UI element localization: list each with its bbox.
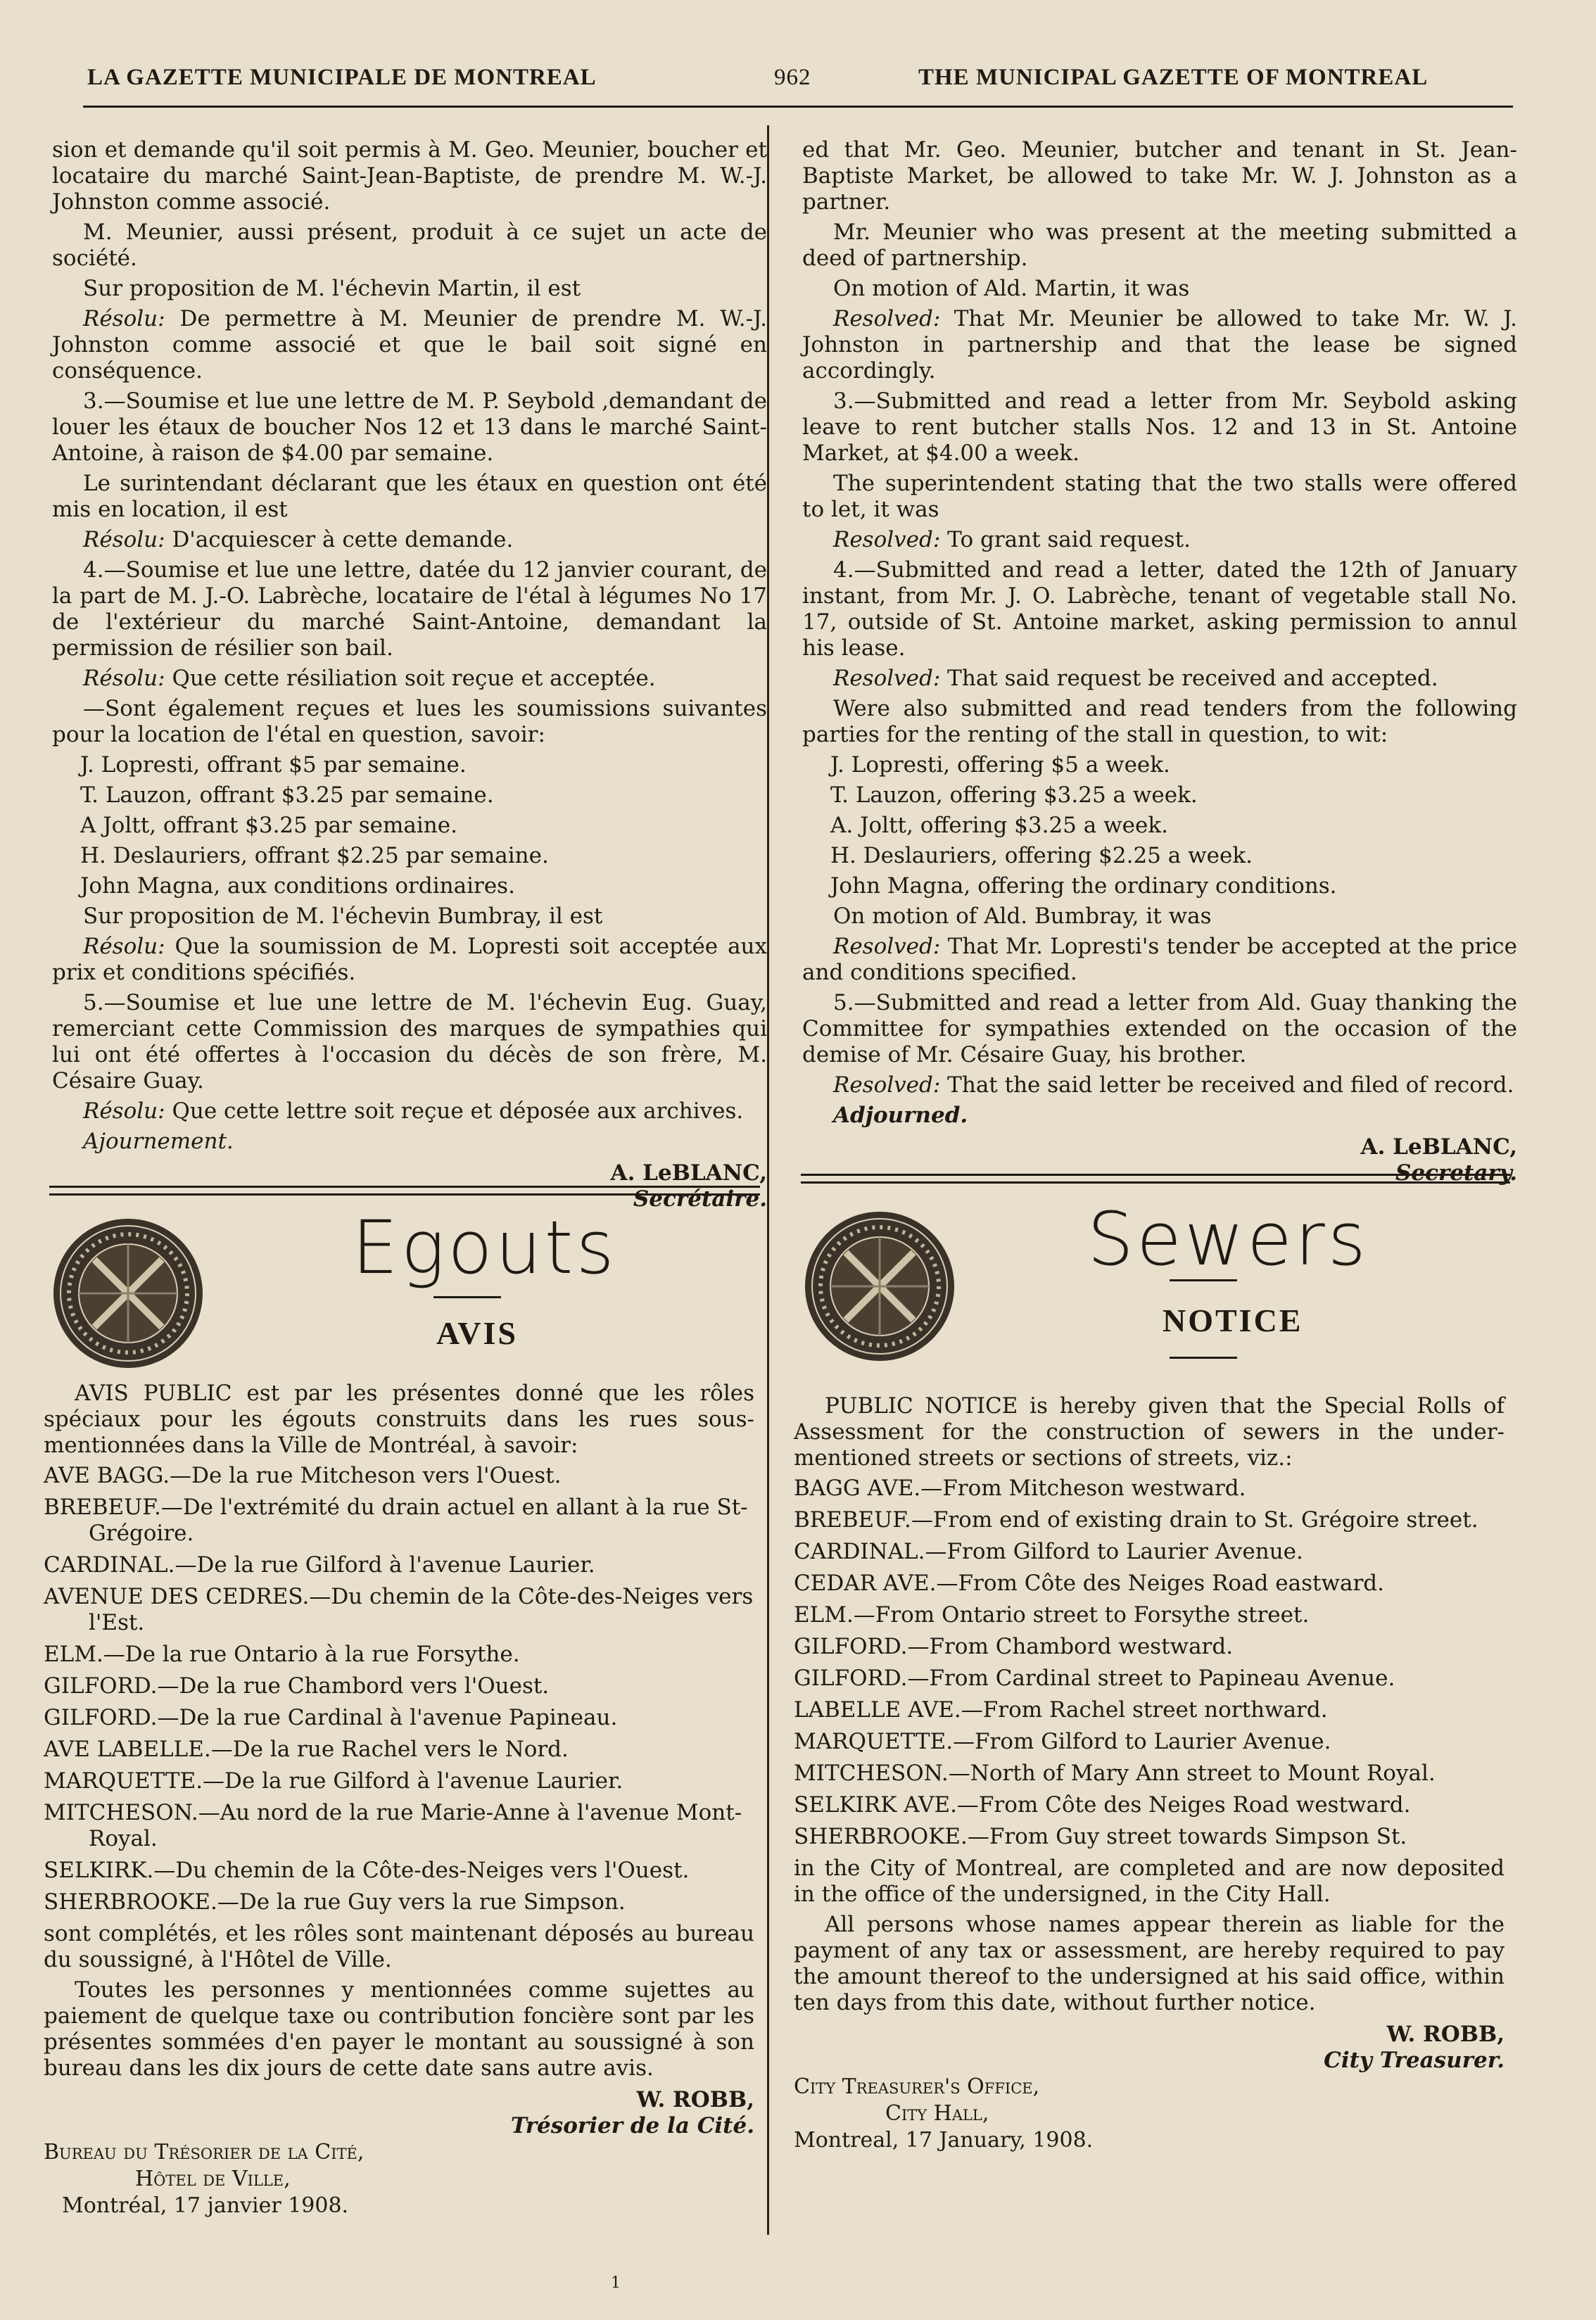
paragraph: On motion of Ald. Bumbray, it was bbox=[833, 904, 1212, 929]
list-item: T. Lauzon, offering $3.25 a week. bbox=[830, 782, 1198, 808]
resolution-label: Resolved: bbox=[833, 527, 941, 552]
notice-title: Sewers bbox=[1087, 1196, 1369, 1282]
resolution-text: That the said letter be received and filed of record. bbox=[940, 1072, 1514, 1098]
resolution bbox=[802, 1072, 1517, 1098]
list-item: SELKIRK AVE.—From Côte des Neiges Road westward. bbox=[794, 1792, 1411, 1818]
resolution-text: Que cette résiliation soit reçue et acceptée. bbox=[165, 666, 656, 691]
office-line: City Treasurer's Office, bbox=[794, 2074, 1040, 2099]
notice-date: Montreal, 17 January, 1908. bbox=[794, 2128, 1094, 2153]
list-item: SELKIRK.—Du chemin de la Côte-des-Neiges vers l'Ouest. bbox=[44, 1858, 690, 1883]
list-item: J. Lopresti, offering $5 a week. bbox=[830, 752, 1170, 778]
paragraph: The superintendent stating that the two stalls were offered to let, it was bbox=[802, 471, 1517, 522]
resolution bbox=[802, 306, 1517, 384]
resolution bbox=[52, 666, 767, 692]
list-item: AVENUE DES CEDRES.—Du chemin de la Côte-des-Neiges vers l'Est. bbox=[44, 1584, 754, 1635]
signature bbox=[794, 2022, 1505, 2074]
list-item: MARQUETTE.—From Gilford to Laurier Avenue. bbox=[794, 1729, 1331, 1754]
paragraph: Were also submitted and read tenders from the following parties for the renting of the stall in question, to wit: bbox=[802, 696, 1517, 747]
header-left: LA GAZETTE MUNICIPALE DE MONTREAL bbox=[87, 65, 597, 90]
resolution bbox=[802, 527, 1517, 553]
paragraph: Le surintendant déclarant que les étaux en question ont été mis en location, il est bbox=[52, 471, 767, 522]
paragraph: Mr. Meunier who was present at the meeting submitted a deed of partnership. bbox=[802, 220, 1517, 271]
signature-title: Trésorier de la Cité. bbox=[510, 2113, 754, 2138]
list-item: GILFORD.—From Chambord westward. bbox=[794, 1634, 1234, 1659]
list-item: AVE LABELLE.—De la rue Rachel vers le Nord. bbox=[44, 1737, 569, 1762]
list-item: BREBEUF.—De l'extrémité du drain actuel en allant à la rue St-Grégoire. bbox=[44, 1495, 748, 1546]
list-item: MITCHESON.—Au nord de la rue Marie-Anne à l'avenue Mont-Royal. bbox=[44, 1800, 742, 1851]
title-rule bbox=[1170, 1357, 1237, 1359]
office-line: Bureau du Trésorier de la Cité, bbox=[44, 2140, 365, 2164]
resolution-label: Résolu: bbox=[83, 527, 165, 552]
notice-title: Egouts bbox=[352, 1205, 617, 1291]
office-address bbox=[44, 2139, 754, 2219]
title-rule bbox=[433, 1296, 501, 1298]
resolution-text: That said request be received and accepted. bbox=[940, 666, 1438, 691]
resolution bbox=[52, 1098, 767, 1124]
signature-name: W. ROBB, bbox=[1386, 2022, 1505, 2047]
list-item: CARDINAL.—De la rue Gilford à l'avenue Laurier. bbox=[44, 1552, 595, 1578]
paragraph: —Sont également reçues et lues les soumissions suivantes pour la location de l'étal en question, savoir: bbox=[52, 696, 767, 747]
resolution bbox=[802, 934, 1517, 986]
city-seal-icon bbox=[51, 1216, 205, 1371]
resolution-label: Résolu: bbox=[83, 1098, 165, 1124]
street-list bbox=[794, 1476, 1505, 1850]
list-item: SHERBROOKE.—From Guy street towards Simpson St. bbox=[794, 1824, 1407, 1849]
list-item: ELM.—From Ontario street to Forsythe street. bbox=[794, 1602, 1310, 1628]
list-item: T. Lauzon, offrant $3.25 par semaine. bbox=[80, 782, 494, 808]
egouts-notice bbox=[44, 1381, 754, 2219]
tender-list bbox=[52, 752, 767, 899]
header-rule bbox=[83, 106, 1513, 108]
paragraph: 3.—Soumise et lue une lettre de M. P. Seybold ,demandant de louer les étaux de boucher Nos 12 et 13 dans le marché Saint-Antoine, à raison de $4.00 par semaine. bbox=[52, 388, 767, 466]
resolution bbox=[52, 934, 767, 986]
list-item: SHERBROOKE.—De la rue Guy vers la rue Simpson. bbox=[44, 1889, 626, 1915]
list-item: John Magna, aux conditions ordinaires. bbox=[80, 873, 515, 899]
list-item: LABELLE AVE.—From Rachel street northward. bbox=[794, 1697, 1328, 1723]
resolution-label: Résolu: bbox=[83, 306, 165, 331]
notice-subtitle: AVIS bbox=[436, 1315, 518, 1351]
office-address bbox=[794, 2074, 1505, 2154]
list-item: MITCHESON.—North of Mary Ann street to Mount Royal. bbox=[794, 1761, 1436, 1786]
resolution-label: Resolved: bbox=[833, 1072, 941, 1098]
street-list bbox=[44, 1463, 754, 1915]
signature-name: A. LeBLANC, bbox=[610, 1160, 767, 1186]
paragraph: in the City of Montreal, are completed and are now deposited in the office of the undersigned, in the City Hall. bbox=[794, 1856, 1505, 1907]
city-seal-icon bbox=[802, 1209, 957, 1364]
resolution-text: That Mr. Meunier be allowed to take Mr. W. J. Johnston in partnership and that the lease be signed accordingly. bbox=[802, 306, 1517, 384]
english-minutes bbox=[802, 137, 1517, 1186]
list-item: BAGG AVE.—From Mitcheson westward. bbox=[794, 1476, 1246, 1501]
list-item: CARDINAL.—From Gilford to Laurier Avenue. bbox=[794, 1539, 1303, 1564]
paragraph: 5.—Soumise et lue une lettre de M. l'échevin Eug. Guay, remerciant cette Commission des marques de sympathies qui lui ont été offertes à l'occasion du décès de son frère, M. Césaire Guay. bbox=[52, 990, 767, 1094]
list-item: CEDAR AVE.—From Côte des Neiges Road eastward. bbox=[794, 1571, 1384, 1596]
signature-title: Secretary. bbox=[1395, 1160, 1517, 1186]
list-item: GILFORD.—From Cardinal street to Papineau Avenue. bbox=[794, 1666, 1395, 1691]
notice-date: Montréal, 17 janvier 1908. bbox=[62, 2193, 349, 2218]
list-item: John Magna, offering the ordinary conditions. bbox=[830, 873, 1337, 899]
paragraph: All persons whose names appear therein as liable for the payment of any tax or assessment, are hereby required to pay the amount thereof to the undersigned at his said office, within ten days from this date, without further notice. bbox=[794, 1912, 1505, 2015]
resolution-text: De permettre à M. Meunier de prendre M. W.-J. Johnston comme associé et que le bail soit signé en conséquence. bbox=[52, 306, 767, 384]
sewers-notice bbox=[794, 1393, 1505, 2154]
page-number: 962 bbox=[774, 65, 811, 90]
signature bbox=[44, 2087, 754, 2139]
adjournment: Ajournement. bbox=[83, 1129, 234, 1154]
resolution-label: Resolved: bbox=[833, 666, 941, 691]
paragraph: 5.—Submitted and read a letter from Ald. Guay thanking the Committee for sympathies extended on the occasion of the demise of Mr. Césaire Guay, his brother. bbox=[802, 990, 1517, 1067]
resolution-label: Résolu: bbox=[83, 934, 165, 959]
office-line: City Hall, bbox=[885, 2101, 989, 2126]
list-item: AVE BAGG.—De la rue Mitcheson vers l'Ouest. bbox=[44, 1463, 562, 1488]
title-rule bbox=[1170, 1279, 1237, 1281]
list-item: GILFORD.—De la rue Chambord vers l'Ouest. bbox=[44, 1673, 550, 1699]
adjournment: Adjourned. bbox=[833, 1103, 968, 1128]
signature-name: A. LeBLANC, bbox=[1360, 1134, 1517, 1160]
notice-intro: AVIS PUBLIC est par les présentes donné que les rôles spéciaux pour les égouts construits dans les rues sous-mentionnées dans la Ville de Montréal, à savoir: bbox=[44, 1381, 754, 1458]
signature-name: W. ROBB, bbox=[636, 2087, 754, 2112]
resolution bbox=[52, 306, 767, 384]
list-item: H. Deslauriers, offering $2.25 a week. bbox=[830, 843, 1253, 868]
signature-title: Secrétaire. bbox=[633, 1186, 767, 1212]
paragraph: 4.—Soumise et lue une lettre, datée du 12 janvier courant, de la part de M. J.-O. Labrèche, locataire de l'étal à légumes No 17 de l'extérieur du marché Saint-Antoine, demandant la permission de résilier son bail. bbox=[52, 557, 767, 661]
list-item: ELM.—De la rue Ontario à la rue Forsythe. bbox=[44, 1642, 520, 1667]
resolution-label: Résolu: bbox=[83, 666, 165, 691]
paragraph: Sur proposition de M. l'échevin Bumbray, il est bbox=[83, 904, 603, 929]
paragraph: ed that Mr. Geo. Meunier, butcher and tenant in St. Jean-Baptiste Market, be allowed to take Mr. W. J. Johnston as a partner. bbox=[802, 137, 1517, 215]
resolution-text: To grant said request. bbox=[940, 527, 1191, 552]
resolution bbox=[52, 527, 767, 553]
paragraph: M. Meunier, aussi présent, produit à ce sujet un acte de société. bbox=[52, 220, 767, 271]
list-item: A Joltt, offrant $3.25 par semaine. bbox=[80, 813, 457, 838]
folio-mark: 1 bbox=[611, 2274, 621, 2292]
resolution bbox=[802, 666, 1517, 692]
list-item: BREBEUF.—From end of existing drain to St. Grégoire street. bbox=[794, 1507, 1478, 1533]
office-line: Hôtel de Ville, bbox=[135, 2167, 291, 2191]
notice-intro: PUBLIC NOTICE is hereby given that the Special Rolls of Assessment for the construction of sewers in the under-mentioned streets or sections of streets, viz.: bbox=[794, 1393, 1505, 1471]
paragraph: Sur proposition de M. l'échevin Martin, il est bbox=[83, 276, 581, 301]
list-item: H. Deslauriers, offrant $2.25 par semaine. bbox=[80, 843, 549, 868]
tender-list bbox=[802, 752, 1517, 899]
notice-subtitle: NOTICE bbox=[1163, 1302, 1303, 1338]
paragraph: On motion of Ald. Martin, it was bbox=[833, 276, 1190, 301]
section-rule bbox=[49, 1186, 760, 1196]
resolution-text: D'acquiescer à cette demande. bbox=[165, 527, 514, 552]
resolution-text: Que cette lettre soit reçue et déposée aux archives. bbox=[165, 1098, 744, 1124]
resolution-text: Que la soumission de M. Lopresti soit acceptée aux prix et conditions spécifiés. bbox=[52, 934, 767, 985]
list-item: GILFORD.—De la rue Cardinal à l'avenue Papineau. bbox=[44, 1705, 618, 1730]
paragraph: Toutes les personnes y mentionnées comme sujettes au paiement de quelque taxe ou contribution foncière sont par les présentes sommées d'en payer le montant au soussigné à son bureau dans les dix jours de cette date sans autre avis. bbox=[44, 1977, 754, 2081]
signature-title: City Treasurer. bbox=[1324, 2048, 1505, 2073]
paragraph: sont complétés, et les rôles sont maintenant déposés au bureau du soussigné, à l'Hôtel de Ville. bbox=[44, 1921, 754, 1972]
column-divider bbox=[767, 125, 769, 2235]
list-item: J. Lopresti, offrant $5 par semaine. bbox=[80, 752, 467, 778]
resolution-text: That Mr. Lopresti's tender be accepted at the price and conditions specified. bbox=[802, 934, 1517, 985]
resolution-label: Resolved: bbox=[833, 934, 941, 959]
header-right: THE MUNICIPAL GAZETTE OF MONTREAL bbox=[918, 65, 1429, 90]
list-item: A. Joltt, offering $3.25 a week. bbox=[830, 813, 1168, 838]
paragraph: sion et demande qu'il soit permis à M. Geo. Meunier, boucher et locataire du marché Saint-Jean-Baptiste, de prendre M. W.-J. Johnston comme associé. bbox=[52, 137, 767, 215]
section-rule bbox=[801, 1174, 1510, 1184]
list-item: MARQUETTE.—De la rue Gilford à l'avenue Laurier. bbox=[44, 1768, 623, 1794]
paragraph: 4.—Submitted and read a letter, dated the 12th of January instant, from Mr. J. O. Labrèche, tenant of vegetable stall No. 17, outside of St. Antoine market, asking permission to annul his lease. bbox=[802, 557, 1517, 661]
french-minutes bbox=[52, 137, 767, 1212]
resolution-label: Resolved: bbox=[833, 306, 941, 331]
paragraph: 3.—Submitted and read a letter from Mr. Seybold asking leave to rent butcher stalls Nos. 12 and 13 in St. Antoine Market, at $4.00 a week. bbox=[802, 388, 1517, 466]
